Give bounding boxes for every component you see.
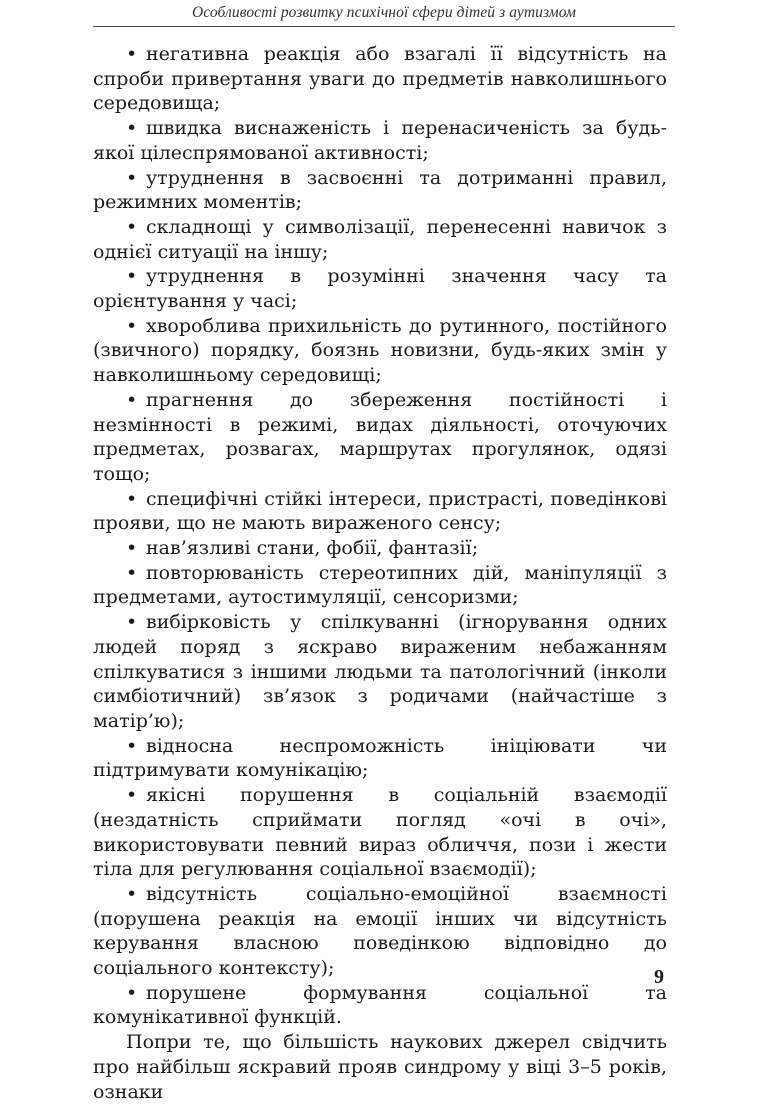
list-item [93, 734, 667, 783]
list-item-text: хвороблива прихильність до рутинного, постійного (звичного) порядку, боязнь новизни, будь-яких змін у навколишньому середовищі; [93, 314, 667, 387]
list-item-text: специфічні стійкі інтереси, пристрасті, поведінкові прояви, що не мають вираженого сенсу; [93, 487, 667, 535]
list-item [93, 264, 667, 313]
bullet-icon: • [126, 784, 138, 807]
list-item [93, 487, 667, 536]
closing-paragraph: Попри те, що більшість наукових джерел свідчить про найбільш яскравий прояв синдрому у віці 3–5 років, ознаки [93, 1031, 667, 1103]
list-item-text: відсутність соціально-емоційної взаємності (порушена реакція на емоції інших чи відсутність керування власною поведінкою відповідно до соціального контексту); [93, 882, 667, 980]
list-item-text: утруднення в засвоєнні та дотриманні правил, режимних моментів; [93, 166, 667, 214]
header-divider [93, 26, 675, 27]
list-item [93, 388, 667, 487]
bullet-icon: • [126, 487, 138, 510]
running-header-title: Особливості розвитку психічної сфери дітей з аутизмом [191, 4, 577, 21]
bullet-icon: • [126, 215, 138, 238]
bullet-icon: • [126, 314, 138, 337]
list-item [93, 981, 667, 1030]
list-item-text: повторюваність стереотипних дій, маніпуляції з предметами, аутостимуляції, сенсоризми; [93, 561, 667, 609]
bullet-icon: • [126, 734, 138, 757]
bullet-icon: • [126, 166, 138, 189]
list-item [93, 536, 667, 561]
symptom-list [93, 42, 667, 1030]
bullet-icon: • [126, 882, 138, 905]
bullet-icon: • [126, 611, 138, 634]
list-item [93, 783, 667, 882]
bullet-icon: • [126, 117, 138, 140]
list-item-text: швидка виснаженість і перенасиченість за будь-якої цілеспрямованої активності; [93, 117, 667, 164]
page-number: 9 [654, 966, 664, 988]
list-item [93, 166, 667, 215]
list-item [93, 215, 667, 264]
list-item [93, 561, 667, 610]
bullet-icon: • [126, 561, 138, 584]
list-item-text: вибірковість у спілкуванні (ігнорування одних людей поряд з яскраво вираженим небажанням спілкуватися з іншими людьми та патологічний (інколи симбіотичний) зв’язок з родичами (найчастіше з матір’ю); [93, 611, 667, 732]
list-item-text: порушене формування соціальної та комунікативної функцій. [93, 981, 667, 1029]
list-item-text: відносна неспроможність ініціювати чи підтримувати комунікацію; [93, 734, 667, 782]
list-item [93, 314, 667, 388]
bullet-icon: • [126, 537, 138, 560]
list-item-text: складнощі у символізації, перенесенні навичок з однієї ситуації на іншу; [93, 215, 667, 263]
list-item [93, 116, 667, 165]
list-item [93, 610, 667, 734]
list-item-text: утруднення в розумінні значення часу та орієнтування у часі; [93, 265, 667, 313]
list-item-text: якісні порушення в соціальній взаємодії (нездатність сприймати погляд «очі в очі», використовувати певний вираз обличчя, пози і жести тіла для регулювання соціальної взаємодії); [93, 784, 667, 881]
bullet-icon: • [126, 43, 138, 65]
list-item [93, 42, 667, 116]
main-text [93, 42, 667, 1104]
bullet-icon: • [126, 388, 138, 411]
list-item [93, 882, 667, 981]
bullet-icon: • [126, 981, 138, 1004]
list-item-text: прагнення до збереження постійності і незмінності в режимі, видах діяльності, оточуючих предметах, розвагах, маршрутах прогулянок, одязі тощо; [93, 388, 667, 485]
list-item-text: нав’язливі стани, фобії, фантазії; [146, 537, 479, 560]
bullet-icon: • [126, 265, 138, 288]
list-item-text: негативна реакція або взагалі її відсутність на спроби привертання уваги до предметів навколишнього середовища; [93, 43, 667, 115]
